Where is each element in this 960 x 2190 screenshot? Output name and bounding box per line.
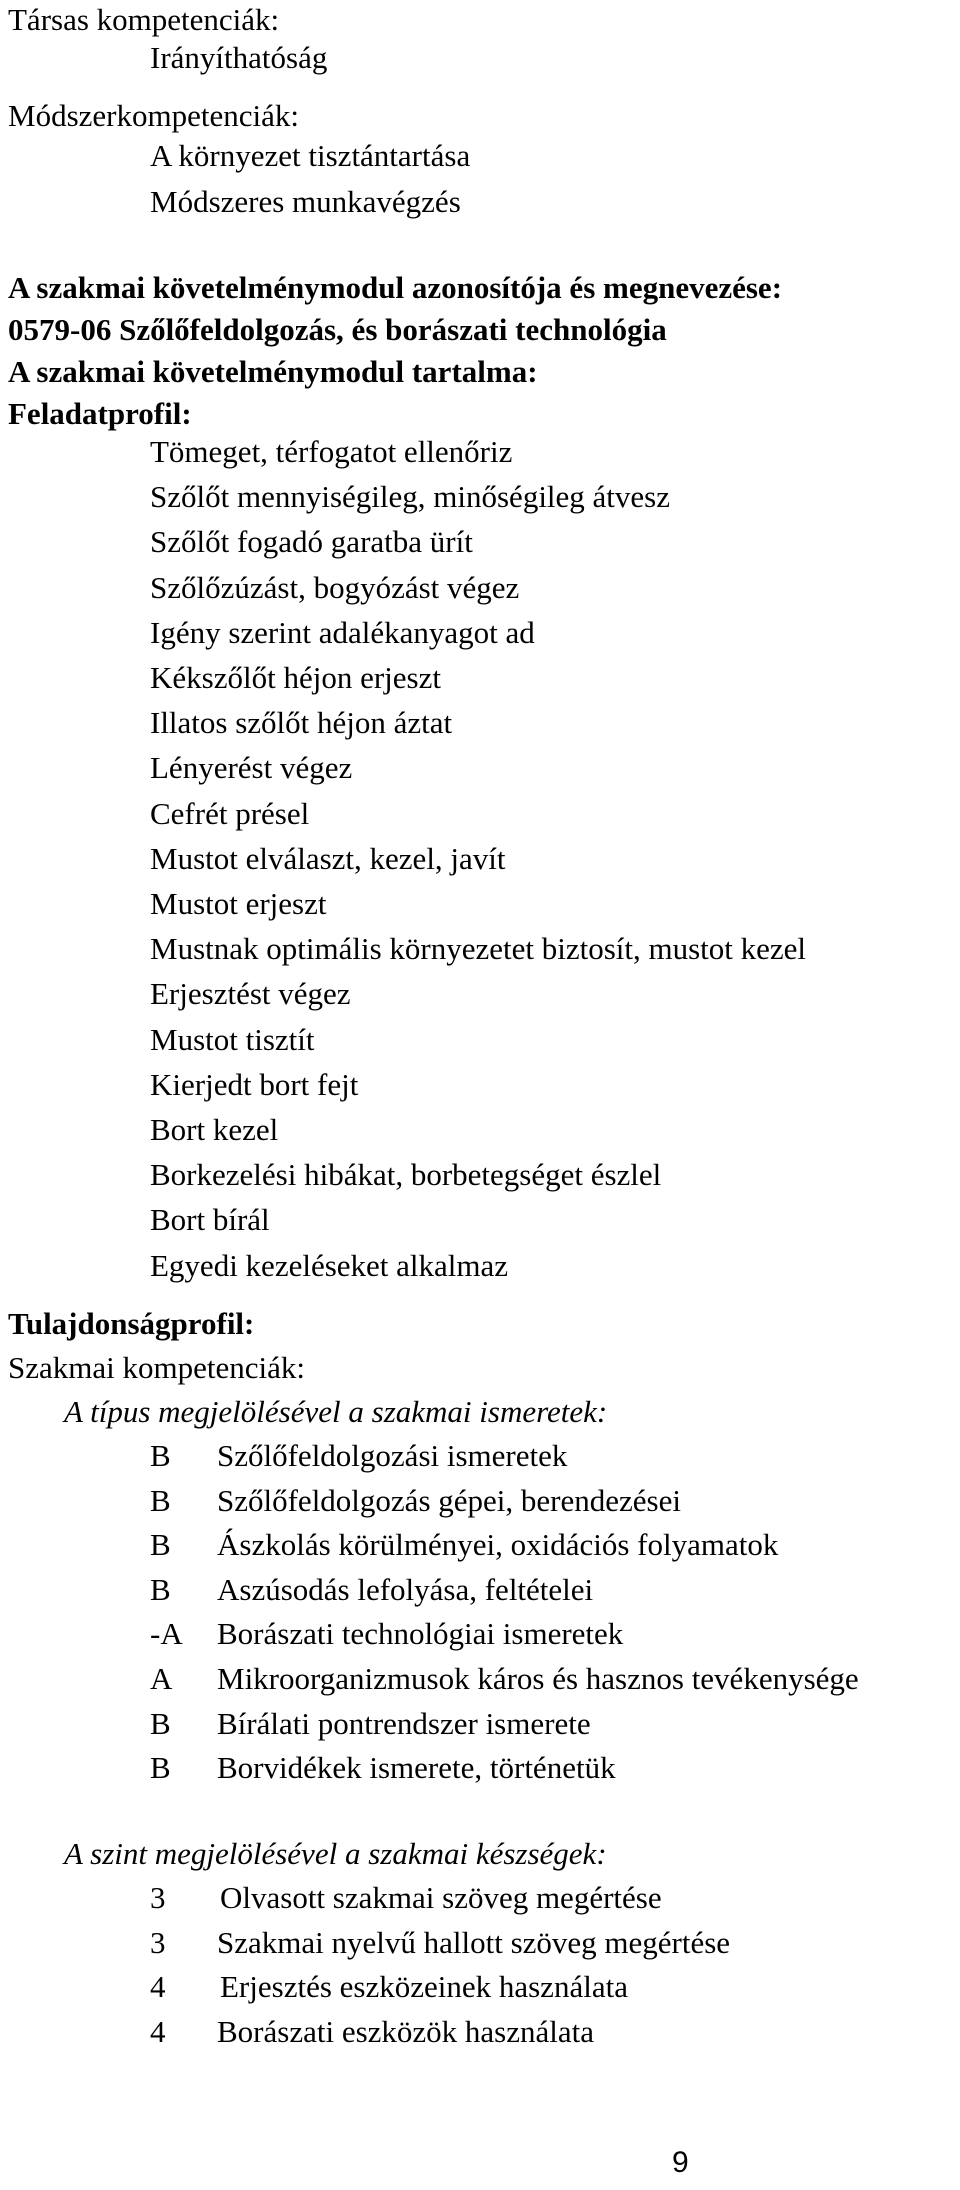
task-item: Mustnak optimális környezetet biztosít, mustot kezel	[150, 931, 807, 967]
section-title-social: Társas kompetenciák:	[8, 2, 280, 37]
knowledge-item: Szőlőfeldolgozási ismeretek	[217, 1438, 568, 1473]
skill-level-code: 3	[150, 1924, 166, 1960]
task-item: Erjesztést végez	[150, 976, 351, 1012]
knowledge-item: Aszúsodás lefolyása, feltételei	[217, 1571, 594, 1607]
task-item: Lényerést végez	[150, 750, 353, 786]
task-item: Tömeget, térfogatot ellenőriz	[150, 434, 513, 469]
skill-item: Olvasott szakmai szöveg megértése	[220, 1880, 662, 1915]
knowledge-heading: A típus megjelölésével a szakmai ismeretek:	[64, 1394, 608, 1429]
task-item: Illatos szőlőt héjon áztat	[150, 705, 453, 741]
task-item: Mustot tisztít	[150, 1021, 315, 1057]
skill-item: Borászati eszközök használata	[217, 2013, 594, 2049]
knowledge-item: Bírálati pontrendszer ismerete	[217, 1705, 591, 1741]
knowledge-type-code: B	[150, 1527, 171, 1563]
knowledge-type-code: B	[150, 1750, 171, 1786]
skill-level-code: 4	[150, 1969, 166, 2005]
section-title-method: Módszerkompetenciák:	[8, 98, 299, 133]
task-item: Igény szerint adalékanyagot ad	[150, 614, 535, 650]
module-heading: A szakmai követelménymodul azonosítója és megnevezése:	[8, 270, 783, 305]
knowledge-item: Mikroorganizmusok káros és hasznos tevékenysége	[217, 1661, 859, 1696]
property-profile-heading: Tulajdonságprofil:	[8, 1306, 255, 1341]
page-number: 9	[672, 2146, 689, 2179]
task-item: Cefrét présel	[150, 795, 310, 831]
task-item: Bort bírál	[150, 1202, 270, 1238]
skill-level-code: 4	[150, 2013, 166, 2049]
knowledge-item: Szőlőfeldolgozás gépei, berendezései	[217, 1482, 681, 1518]
task-item: Szőlőt fogadó garatba ürít	[150, 524, 473, 560]
module-content-heading: A szakmai követelménymodul tartalma:	[8, 354, 538, 389]
skill-item: Erjesztés eszközeinek használata	[220, 1969, 628, 2005]
knowledge-item: Ászkolás körülményei, oxidációs folyamatok	[217, 1527, 779, 1563]
competence-heading: Szakmai kompetenciák:	[8, 1350, 305, 1385]
knowledge-item: Borvidékek ismerete, történetük	[217, 1750, 616, 1786]
task-item: Bort kezel	[150, 1112, 279, 1147]
task-item: Kékszőlőt héjon erjeszt	[150, 660, 441, 695]
task-item: Egyedi kezeléseket alkalmaz	[150, 1247, 509, 1283]
knowledge-type-code: B	[150, 1482, 171, 1518]
social-item: Irányíthatóság	[150, 40, 328, 75]
knowledge-type-code: B	[150, 1571, 171, 1607]
task-profile-heading: Feladatprofil:	[8, 396, 192, 431]
task-item: Szőlőzúzást, bogyózást végez	[150, 569, 520, 605]
knowledge-item: Borászati technológiai ismeretek	[217, 1616, 624, 1652]
method-item: Módszeres munkavégzés	[150, 184, 461, 219]
skill-level-code: 3	[150, 1880, 166, 1915]
skill-item: Szakmai nyelvű hallott szöveg megértése	[217, 1924, 731, 1960]
task-item: Borkezelési hibákat, borbetegséget észlel	[150, 1157, 662, 1193]
task-item: Mustot erjeszt	[150, 886, 327, 921]
task-item: Mustot elválaszt, kezel, javít	[150, 840, 506, 876]
task-item: Szőlőt mennyiségileg, minőségileg átvesz	[150, 479, 671, 515]
module-code-name: 0579-06 Szőlőfeldolgozás, és borászati technológia	[8, 312, 667, 347]
knowledge-type-code: A	[150, 1661, 173, 1696]
knowledge-type-code: -A	[150, 1616, 183, 1652]
method-item: A környezet tisztántartása	[150, 138, 471, 173]
knowledge-type-code: B	[150, 1705, 171, 1741]
task-item: Kierjedt bort fejt	[150, 1066, 359, 1102]
skills-heading: A szint megjelölésével a szakmai készségek:	[64, 1836, 607, 1871]
knowledge-type-code: B	[150, 1438, 171, 1473]
